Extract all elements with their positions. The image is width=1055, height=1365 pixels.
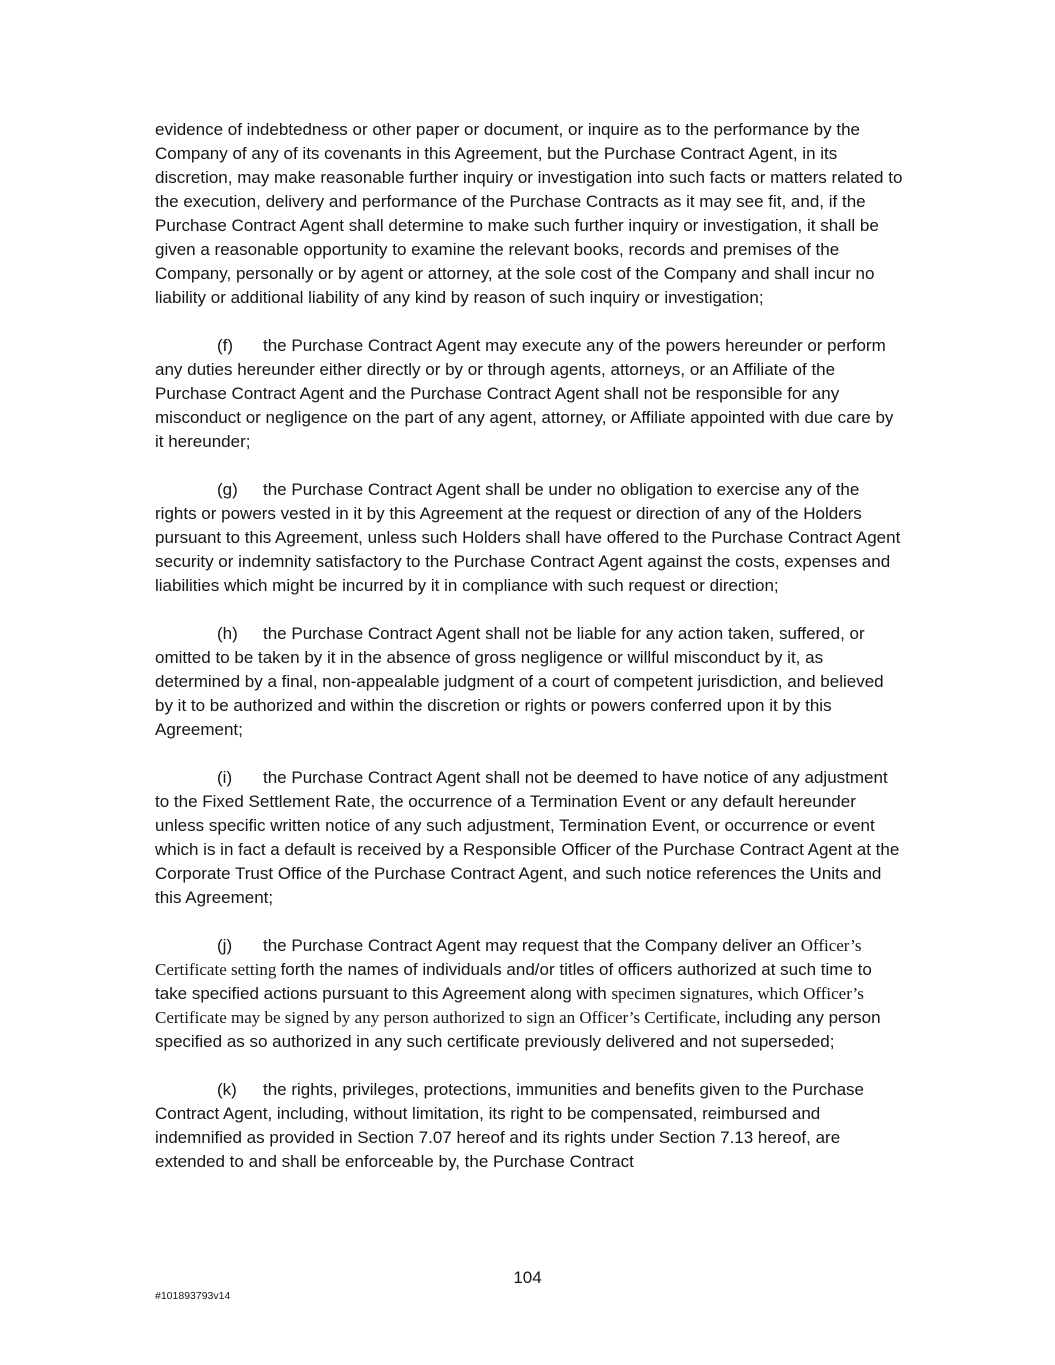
paragraph-text: the rights, privileges, protections, immunities and benefits given to the Purchase Contract Agent, including, without limitation, its right to be compensated, reimbursed and indemnified as provided in Section 7.07 hereof and its rights under Section 7.13 hereof, are extended to and shall be enforceable by, the Purchase Contract xyxy=(155,1080,864,1171)
paragraph xyxy=(155,1078,903,1174)
paragraph-label: (j) xyxy=(217,936,233,955)
paragraph-text: Officer’s Certificate setting xyxy=(155,936,862,979)
paragraph xyxy=(155,622,903,742)
footer-note: #101893793v14 xyxy=(155,1290,231,1302)
paragraph-label: (i) xyxy=(217,768,233,787)
page-number: 104 xyxy=(513,1268,542,1287)
paragraph-text: the Purchase Contract Agent shall be under no obligation to exercise any of the rights or powers vested in it by this Agreement at the request or direction of any of the Holders pursuant to this Agreement, unless such Holders shall have offered to the Purchase Contract Agent security or indemnity satisfactory to the Purchase Contract Agent against the costs, expenses and liabilities which might be incurred by it in compliance with such request or direction; xyxy=(155,480,901,595)
paragraph xyxy=(155,334,903,454)
paragraph xyxy=(155,766,903,910)
paragraph-text: the Purchase Contract Agent shall not be deemed to have notice of any adjustment to the Fixed Settlement Rate, the occurrence of a Termination Event or any default hereunder unless specific written notice of any such adjustment, Termination Event, or occurrence or event which is in fact a default is received by a Responsible Officer of the Purchase Contract Agent at the Corporate Trust Office of the Purchase Contract Agent, and such notice references the Units and this Agreement; xyxy=(155,768,900,907)
paragraph xyxy=(155,478,903,598)
paragraph-label: (h) xyxy=(217,624,238,643)
paragraph-label: (g) xyxy=(217,480,238,499)
paragraph-text: the Purchase Contract Agent may execute any of the powers hereunder or perform any duties hereunder either directly or by or through agents, attorneys, or an Affiliate of the Purchase Contract Agent and the Purchase Contract Agent shall not be responsible for any misconduct or negligence on the part of any agent, attorney, or Affiliate appointed with due care by it hereunder; xyxy=(155,336,894,451)
paragraph-text: the Purchase Contract Agent may request that the Company deliver an xyxy=(263,936,801,955)
paragraph-label: (f) xyxy=(217,336,234,355)
paragraph xyxy=(155,934,903,1054)
paragraph-text: forth the names of individuals and/or titles of officers authorized at such time to take specified actions pursuant to this Agreement along with xyxy=(155,960,872,1003)
paragraph xyxy=(155,118,903,310)
paragraph-text: including any person specified as so authorized in any such certificate previously delivered and not superseded; xyxy=(155,1008,881,1051)
paragraph-text: the Purchase Contract Agent shall not be liable for any action taken, suffered, or omitted to be taken by it in the absence of gross negligence or willful misconduct by it, as determined by a final, non-appealable judgment of a court of competent jurisdiction, and believed by it to be authorized and within the discretion or rights or powers conferred upon it by this Agreement; xyxy=(155,624,884,739)
paragraph-text: evidence of indebtedness or other paper or document, or inquire as to the performance by the Company of any of its covenants in this Agreement, but the Purchase Contract Agent, in its discretion, may make reasonable further inquiry or investigation into such facts or matters related to the execution, delivery and performance of the Purchase Contracts as it may see fit, and, if the Purchase Contract Agent shall determine to make such further inquiry or investigation, it shall be given a reasonable opportunity to examine the relevant books, records and premises of the Company, personally or by agent or attorney, at the sole cost of the Company and shall incur no liability or additional liability of any kind by reason of such inquiry or investigation; xyxy=(155,120,903,307)
document-body xyxy=(155,118,903,1198)
paragraph-label: (k) xyxy=(217,1080,237,1099)
paragraph-text: specimen signatures, which Officer’s Certificate may be signed by any person authorized to sign an Officer’s Certificate, xyxy=(155,984,864,1027)
